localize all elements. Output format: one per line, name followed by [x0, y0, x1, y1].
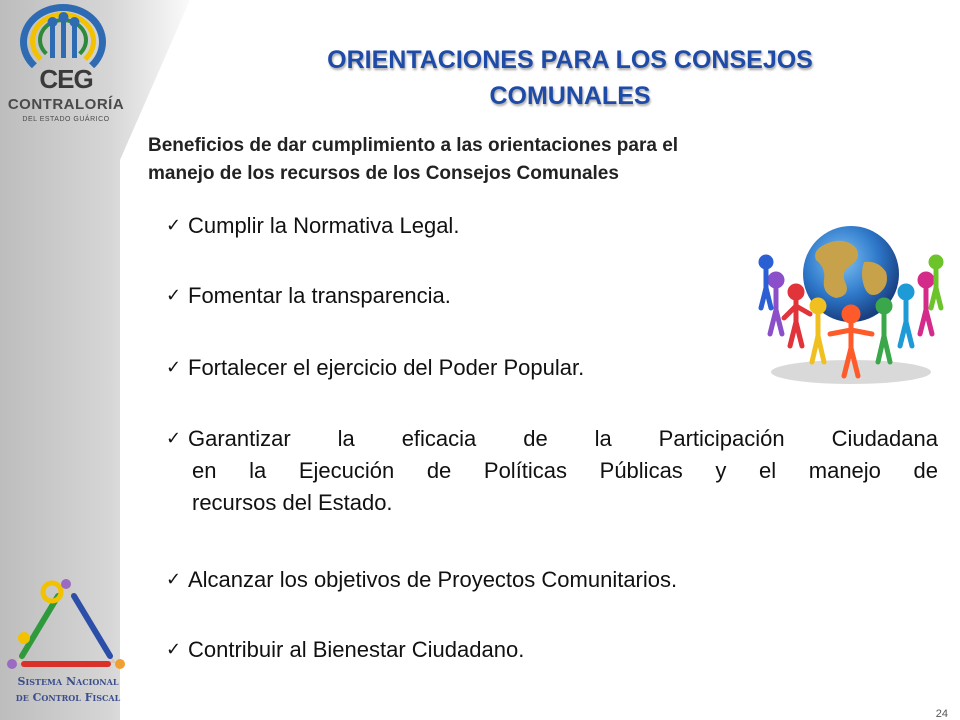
slide-subtitle [148, 132, 928, 188]
list-item [164, 423, 938, 519]
check-icon: ✓ [166, 569, 182, 590]
list-item-text: Fomentar la transparencia. [188, 283, 451, 308]
check-icon: ✓ [166, 428, 182, 449]
list-item-text: Cumplir la Normativa Legal. [188, 213, 460, 238]
check-icon: ✓ [166, 285, 182, 306]
sistema-nacional-text [12, 674, 124, 706]
check-icon: ✓ [166, 639, 182, 660]
logo-mark: CEG [39, 64, 93, 94]
list-item [164, 280, 451, 312]
contraloria-logo [6, 4, 125, 132]
logo-subtitle: DEL ESTADO GUÁRICO [22, 116, 110, 123]
logo-bottom-line-1: Sistema Nacional [17, 675, 119, 688]
list-item-text: Alcanzar los objetivos de Proyectos Comunitarios. [188, 567, 678, 592]
sistema-nacional-logo [4, 578, 128, 718]
logo-bottom-line-2: de Control Fiscal [15, 691, 121, 704]
check-icon: ✓ [166, 357, 182, 378]
keys-triangle-icon [4, 578, 128, 676]
list-item [164, 210, 459, 242]
list-item-text: Contribuir al Bienestar Ciudadano. [188, 637, 525, 662]
list-item-text: Garantizar la eficacia de la Participación Ciudadana [188, 426, 938, 451]
check-icon: ✓ [166, 215, 182, 236]
globe-people-illustration [756, 222, 946, 388]
list-item [164, 352, 584, 384]
list-item-text: Fortalecer el ejercicio del Poder Popular. [188, 355, 585, 380]
title-line-1: ORIENTACIONES PARA LOS CONSEJOS [327, 46, 813, 74]
list-item [164, 634, 524, 666]
logo-name: CONTRALORÍA [7, 96, 125, 113]
subtitle-line-2: manejo de los recursos de los Consejos Comunales [148, 163, 619, 184]
list-item-text: en la Ejecución de Políticas Públicas y el manejo de [192, 458, 938, 483]
page-number: 24 [935, 708, 948, 720]
slide-title [210, 42, 930, 114]
subtitle-line-1: Beneficios de dar cumplimiento a las orientaciones para el [148, 135, 679, 156]
title-line-2: COMUNALES [489, 82, 651, 110]
list-item-text: recursos del Estado. [192, 490, 393, 515]
list-item [164, 564, 677, 596]
